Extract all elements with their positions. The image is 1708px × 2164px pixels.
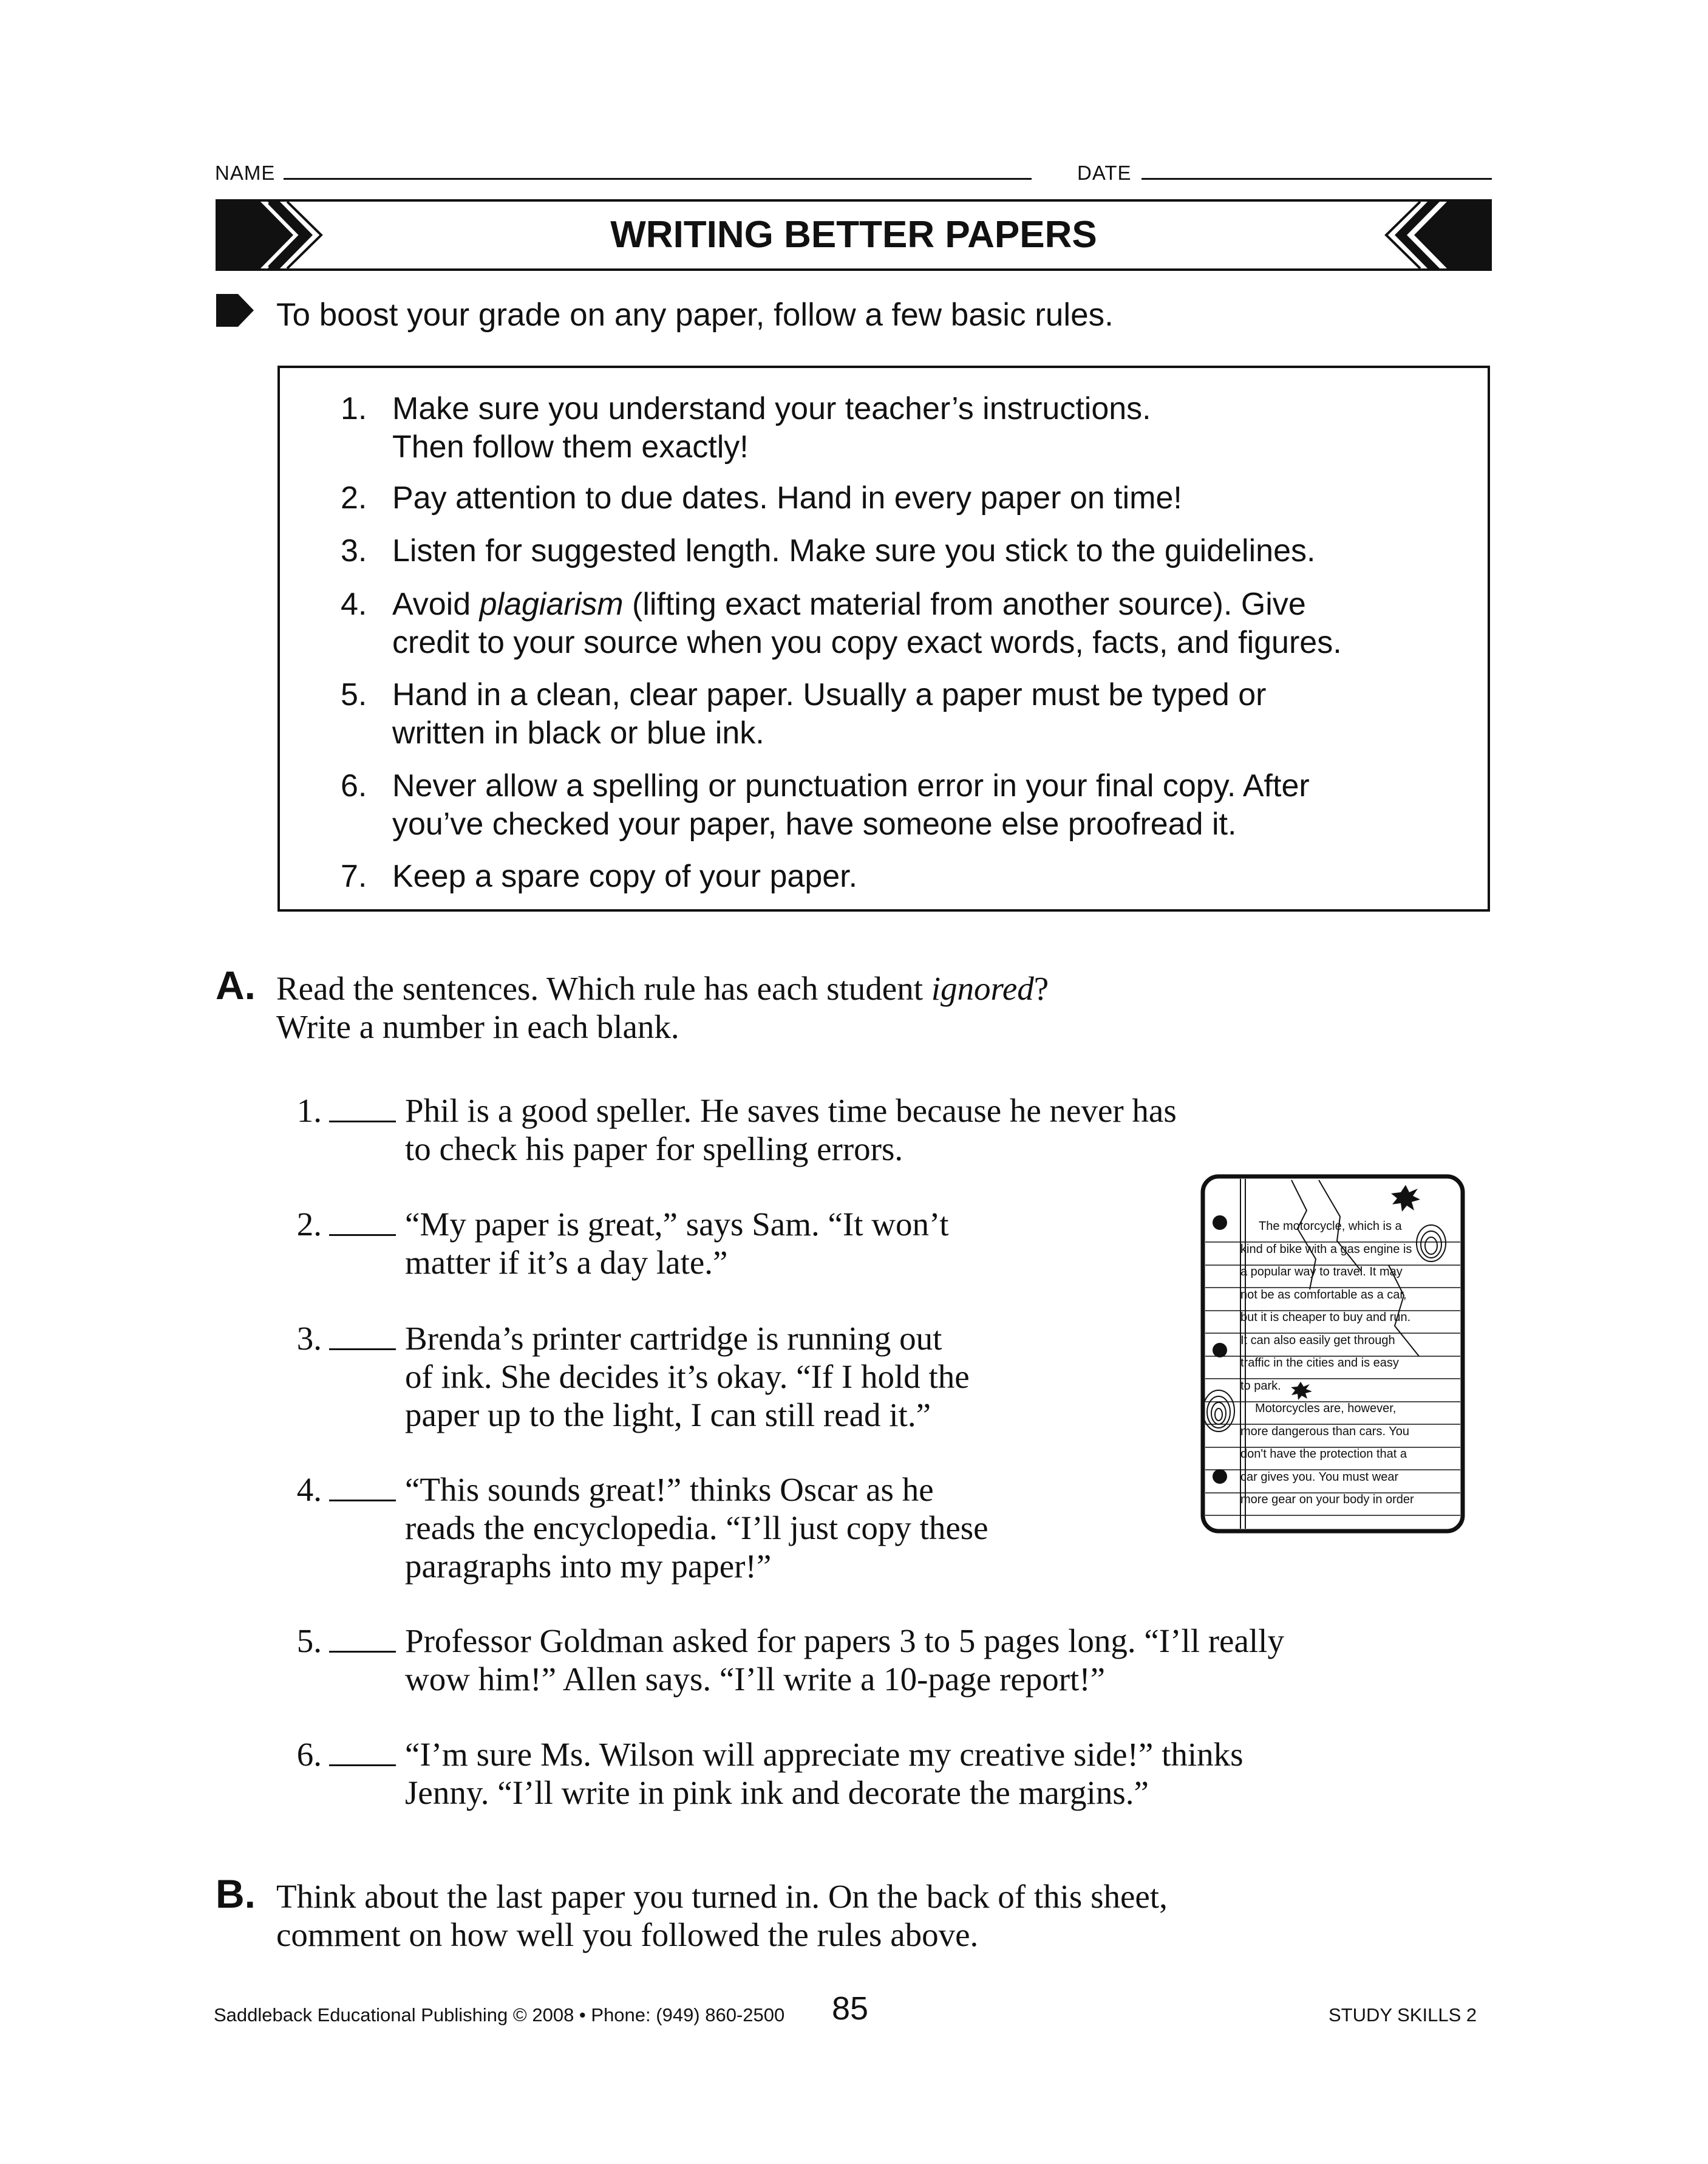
exercise-item (279, 1091, 1433, 1170)
rule-number: 4. (341, 587, 367, 622)
answer-blank[interactable] (329, 1764, 396, 1766)
page-number: 85 (832, 1990, 869, 2027)
date-label: DATE (1077, 162, 1132, 184)
exercise-text: “I’m sure Ms. Wilson will appreciate my creative side!” thinks Jenny. “I’ll write in pink ink and decorate the margins.” (405, 1736, 1244, 1811)
rule-text: Make sure you understand your teacher’s instructions. Then follow them exactly! (392, 391, 1151, 465)
arrow-bullet-icon (216, 292, 256, 329)
answer-blank[interactable] (329, 1500, 396, 1501)
exercise-item (279, 1470, 1190, 1586)
footer-publisher: Saddleback Educational Publishing © 2008 • Phone: (949) 860-2500 (214, 2004, 785, 2026)
rule-text: Never allow a spelling or punctuation error in your final copy. After you’ve checked your paper, have someone else proofread it. (392, 768, 1310, 842)
exercise-text: “This sounds great!” thinks Oscar as he reads the encyclopedia. “I’ll just copy these paragraphs into my paper!” (405, 1471, 988, 1585)
exercise-item (279, 1622, 1494, 1701)
section-b-instructions: Think about the last paper you turned in. On the back of this sheet, comment on how well you followed the rules above. (276, 1878, 1168, 1953)
rule-number: 6. (341, 768, 367, 804)
exercise-number: 3. (296, 1320, 322, 1357)
exercise-number: 5. (296, 1622, 322, 1659)
exercise-text: Brenda’s printer cartridge is running out of ink. She decides it’s okay. “If I hold the paper up to the light, I can still read it.” (405, 1320, 970, 1433)
footer-series: STUDY SKILLS 2 (1329, 2004, 1477, 2026)
section-b-letter: B. (216, 1871, 256, 1916)
rules-box (277, 366, 1490, 912)
rule-number: 1. (341, 391, 367, 426)
exercise-number: 2. (296, 1206, 322, 1243)
exercise-text: Phil is a good speller. He saves time because he never has to check his paper for spelling errors. (405, 1092, 1177, 1167)
answer-blank[interactable] (329, 1121, 396, 1122)
rule-text: Keep a spare copy of your paper. (392, 859, 858, 894)
exercise-number: 6. (296, 1736, 322, 1773)
exercise-text: “My paper is great,” says Sam. “It won’t matter if it’s a day late.” (405, 1206, 949, 1281)
name-label: NAME (215, 162, 276, 184)
rule-text: Avoid plagiarism (lifting exact material from another source). Give credit to your source when you copy exact words, facts, and figures. (392, 587, 1342, 660)
intro-text: To boost your grade on any paper, follow a few basic rules. (276, 297, 1114, 333)
name-field[interactable] (284, 178, 1032, 180)
exercise-number: 4. (296, 1471, 322, 1508)
title-banner (216, 199, 1492, 271)
rule-number: 2. (341, 480, 367, 516)
exercise-number: 1. (296, 1092, 322, 1129)
section-a-letter: A. (216, 963, 256, 1008)
rule-number: 5. (341, 677, 367, 712)
page-title: WRITING BETTER PAPERS (610, 214, 1097, 256)
exercise-item (279, 1735, 1494, 1814)
rule-text: Pay attention to due dates. Hand in every paper on time! (392, 480, 1182, 516)
rule-text: Hand in a clean, clear paper. Usually a paper must be typed or written in black or blue ink. (392, 677, 1267, 751)
answer-blank[interactable] (329, 1348, 396, 1350)
notebook-text: The motorcycle, which is a kind of bike with a gas engine is a popular way to travel. It may not be as comfortable as a car, but it is cheaper to buy and run. It can also easily get through traffic in the cities and is easy to park. Motorcycles are, however, more dangerous than cars. You don't have the protection that a car gives you. You must wear more gear on your body in order (1240, 1220, 1414, 1506)
exercise-item (279, 1205, 1190, 1284)
rule-number: 3. (341, 533, 367, 568)
exercise-item (279, 1319, 1190, 1435)
answer-blank[interactable] (329, 1651, 396, 1653)
notebook-illustration (1200, 1174, 1465, 1534)
answer-blank[interactable] (329, 1234, 396, 1236)
rule-number: 7. (341, 859, 367, 894)
exercise-text: Professor Goldman asked for papers 3 to 5 pages long. “I’ll really wow him!” Allen says. “I’ll write a 10-page report!” (405, 1622, 1284, 1698)
date-field[interactable] (1142, 178, 1492, 180)
section-a-instructions: Read the sentences. Which rule has each student ignored? Write a number in each blank. (276, 970, 1049, 1045)
rule-text: Listen for suggested length. Make sure you stick to the guidelines. (392, 533, 1316, 568)
